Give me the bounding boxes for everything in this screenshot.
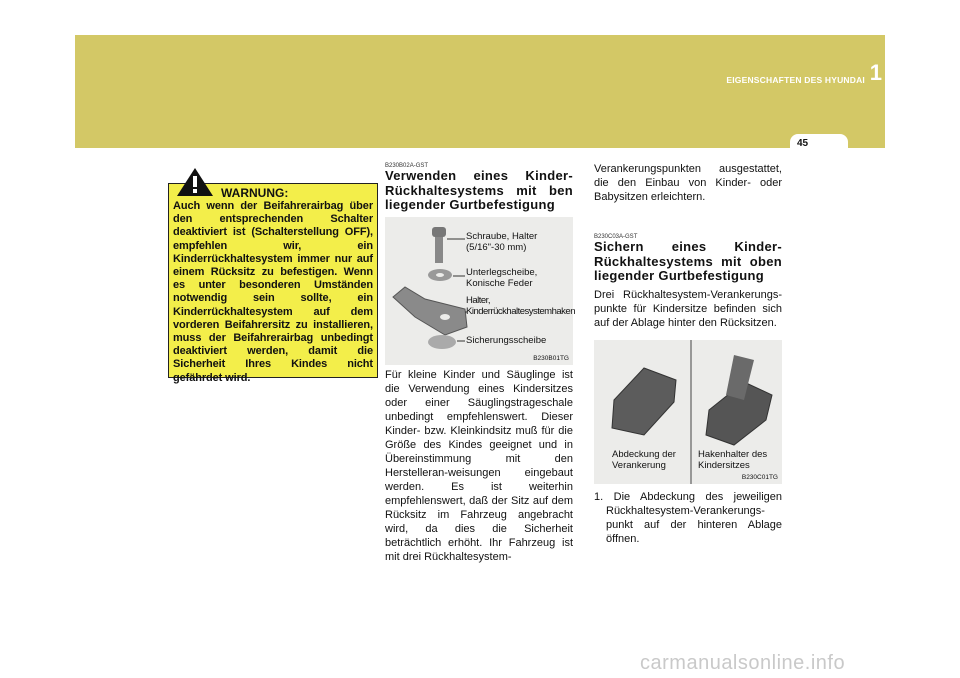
step-1: 1. Die Abdeckung des jeweiligen Rückhaltesystem-Verankerungs-punkt auf der hinteren Ablage öffnen.: [594, 490, 782, 545]
warning-triangle-icon: [176, 167, 214, 197]
header-band: [75, 35, 885, 148]
section-heading: Sichern eines Kinder-Rückhaltesystems mit oben liegender Gurtbefestigung: [594, 239, 782, 283]
warning-box: [168, 183, 378, 384]
section-heading: Verwenden eines Kinder-Rückhaltesystems mit ben liegender Gurtbefestigung: [385, 168, 573, 212]
section-1: [385, 163, 573, 564]
label-bolt: Schraube, Halter (5/16"-30 mm): [466, 230, 538, 253]
section-body: Für kleine Kinder und Säuglinge ist die Verwendung eines Kindersitzes oder einer Säuglingstrageschale unbedingt empfehlenswert. Dieser Kinder- bzw. Kleinkindsitz muß für die Größe des Kindes geeignet und in Übereinstimmung mit den Herstelleran-weisungen eingebaut werden. Es ist weiterhin empfehlenswert, daß der Sitz auf dem Rücksitz im Fahrzeug angebracht wird, da dies die Sicherheit beträchtlich erhöht. Ihr Fahrzeug ist mit drei Rückhaltesystem-: [385, 368, 573, 563]
page-number: 45: [797, 138, 809, 149]
chapter-number: 1: [869, 60, 882, 85]
section-title: EIGENSCHAFTEN DES HYUNDAI: [726, 75, 865, 85]
section-body: Drei Rückhaltesystem-Verankerungs-punkte für Kindersitze befinden sich auf der Ablage hinter den Rücksitzen.: [594, 288, 782, 329]
figure-anchor-cover: [594, 340, 782, 484]
section-2: [594, 162, 782, 546]
label-lock-washer: Sicherungsscheibe: [466, 334, 547, 346]
section-code: B230B02A-GST: [385, 163, 429, 169]
warning-title: WARNUNG:: [221, 186, 289, 200]
section-code: B230C03A-GST: [594, 234, 638, 240]
figure-code: B230B01TG: [533, 354, 569, 362]
label-anchor-cover: Abdeckung der Verankerung: [612, 448, 676, 471]
label-hook-holder: Hakenhalter des Kindersitzes: [698, 448, 768, 471]
label-bracket: Halter, Kinderrückhaltesystemhaken: [466, 294, 575, 317]
figure-bracket-parts: [385, 217, 573, 365]
figure-code: B230C01TG: [741, 473, 778, 481]
intro-text: Verankerungspunkten ausgestattet, die den Einbau von Kinder- oder Babysitzen erleichtern.: [594, 163, 782, 203]
label-washer: Unterlegscheibe, Konische Feder: [466, 266, 538, 289]
warning-text: Auch wenn der Beifahrerairbag über den entsprechenden Schalter deaktiviert ist (Schalterstellung OFF), empfehlen wir, ein Kinderrückhaltesystem immer nur auf einem Rücksitz zu befestigen. Wenn es unter besonderen Umständen notwendig sein sollte, ein Kinderrückhaltesystem auf dem vorderen Beifahrersitz zu installieren, muss der Beifahrerairbag unbedingt deaktiviert werden, damit die Sicherheit Ihres Kindes nicht gefährdet wird.: [173, 200, 373, 384]
watermark: carmanualsonline.info: [640, 652, 846, 674]
